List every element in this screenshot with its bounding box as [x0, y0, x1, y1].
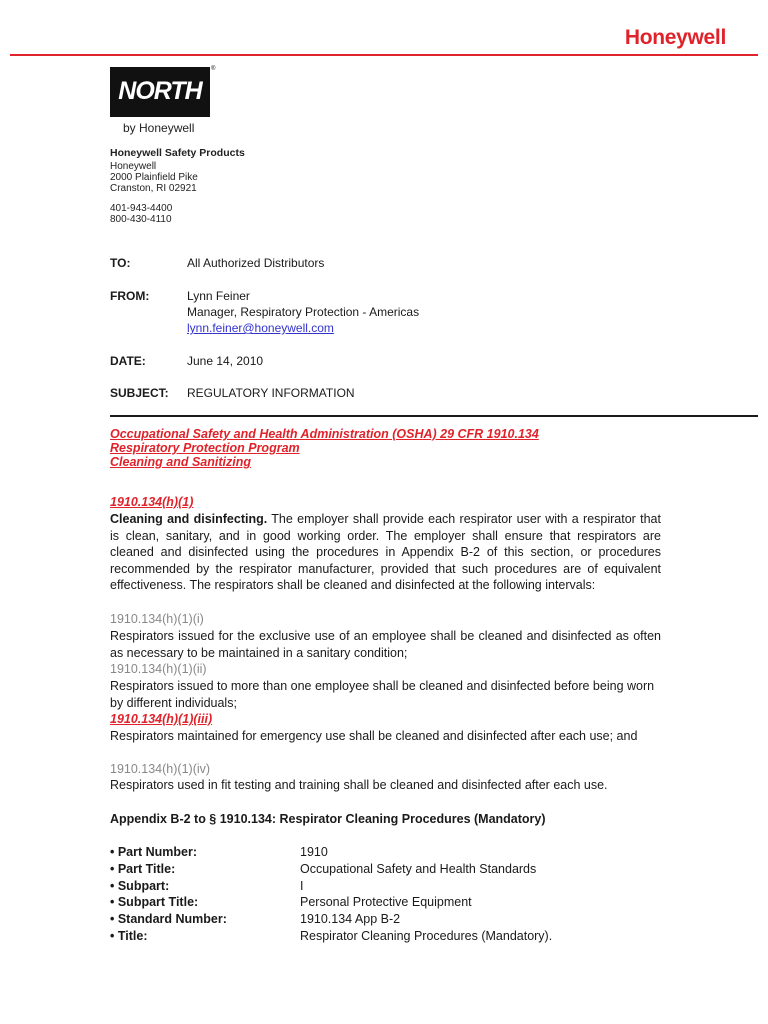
ref-ii: 1910.134(h)(1)(ii) — [110, 662, 207, 676]
ref-i: 1910.134(h)(1)(i) — [110, 612, 204, 626]
sender-line-2: 2000 Plainfield Pike — [110, 172, 198, 183]
section-lead: Cleaning and disinfecting. — [110, 512, 268, 526]
row-label-subpart-title: • Subpart Title: — [110, 895, 199, 909]
text-iii: Respirators maintained for emergency use shall be cleaned and disinfected after each use; and — [110, 729, 638, 743]
sender-company: Honeywell Safety Products — [110, 147, 245, 159]
row-label-title: • Title: — [110, 929, 148, 943]
section-paragraph — [110, 511, 661, 594]
from-title: Manager, Respiratory Protection - Americas — [187, 305, 420, 319]
row-value-title: Respirator Cleaning Procedures (Mandatory). — [300, 929, 553, 943]
from-email-link[interactable]: lynn.feiner@honeywell.com — [187, 321, 334, 335]
text-iv: Respirators used in fit testing and training shall be cleaned and disinfected after each use. — [110, 778, 608, 792]
subject-label: SUBJECT: — [110, 386, 169, 400]
header-divider — [10, 54, 758, 56]
row-value-standard-number: 1910.134 App B-2 — [300, 912, 401, 926]
row-value-subpart-title: Personal Protective Equipment — [300, 895, 472, 909]
appendix-heading: Appendix B-2 to § 1910.134: Respirator Cleaning Procedures (Mandatory) — [110, 812, 546, 826]
registered-mark: ® — [211, 66, 216, 72]
title-line-1: Occupational Safety and Health Administration (OSHA) 29 CFR 1910.134 — [110, 427, 539, 441]
sender-line-3: Cranston, RI 02921 — [110, 183, 197, 194]
row-value-subpart: I — [300, 879, 304, 893]
date-value: June 14, 2010 — [187, 354, 264, 368]
honeywell-brand: Honeywell — [624, 26, 726, 49]
title-line-3: Cleaning and Sanitizing — [110, 455, 251, 469]
section-text: The employer shall provide each respirator user with a respirator that is clean, sanitary, and in good working order. The employer shall ensure that respirators are cleaned and disinfected using the procedures in Appendix B-2 of this section, or procedures recommended by the respirator manufacturer, provided that such procedures are of equivalent effectiveness. The respirators shall be cleaned and disinfected at the following intervals: — [110, 512, 661, 592]
sender-phone-1: 401-943-4400 — [110, 203, 173, 214]
date-label: DATE: — [110, 354, 146, 368]
to-value: All Authorized Distributors — [187, 256, 325, 270]
from-label: FROM: — [110, 289, 150, 303]
row-label-standard-number: • Standard Number: — [110, 912, 227, 926]
row-value-part-title: Occupational Safety and Health Standards — [300, 862, 537, 876]
text-i: Respirators issued for the exclusive use of an employee shall be cleaned and disinfected as often as necessary to be maintained in a sanitary condition; — [110, 629, 661, 660]
logo-byline: by Honeywell — [123, 121, 195, 135]
from-name: Lynn Feiner — [187, 289, 250, 303]
text-ii: Respirators issued to more than one employee shall be cleaned and disinfected before being worn by different individuals; — [110, 679, 655, 710]
section-divider — [110, 415, 758, 417]
row-label-part-title: • Part Title: — [110, 862, 176, 876]
to-label: TO: — [110, 256, 131, 270]
ref-iii: 1910.134(h)(1)(iii) — [110, 712, 213, 726]
north-logo-text: NORTH — [118, 77, 202, 105]
row-label-subpart: • Subpart: — [110, 879, 170, 893]
subject-value: REGULATORY INFORMATION — [187, 386, 355, 400]
ref-iv: 1910.134(h)(1)(iv) — [110, 762, 211, 776]
section-ref: 1910.134(h)(1) — [110, 495, 194, 509]
north-logo — [110, 67, 210, 117]
row-value-part-number: 1910 — [300, 845, 328, 859]
title-line-2: Respiratory Protection Program — [110, 441, 300, 455]
row-label-part-number: • Part Number: — [110, 845, 198, 859]
sender-line-1: Honeywell — [110, 161, 157, 172]
sender-phone-2: 800-430-4110 — [110, 214, 172, 225]
